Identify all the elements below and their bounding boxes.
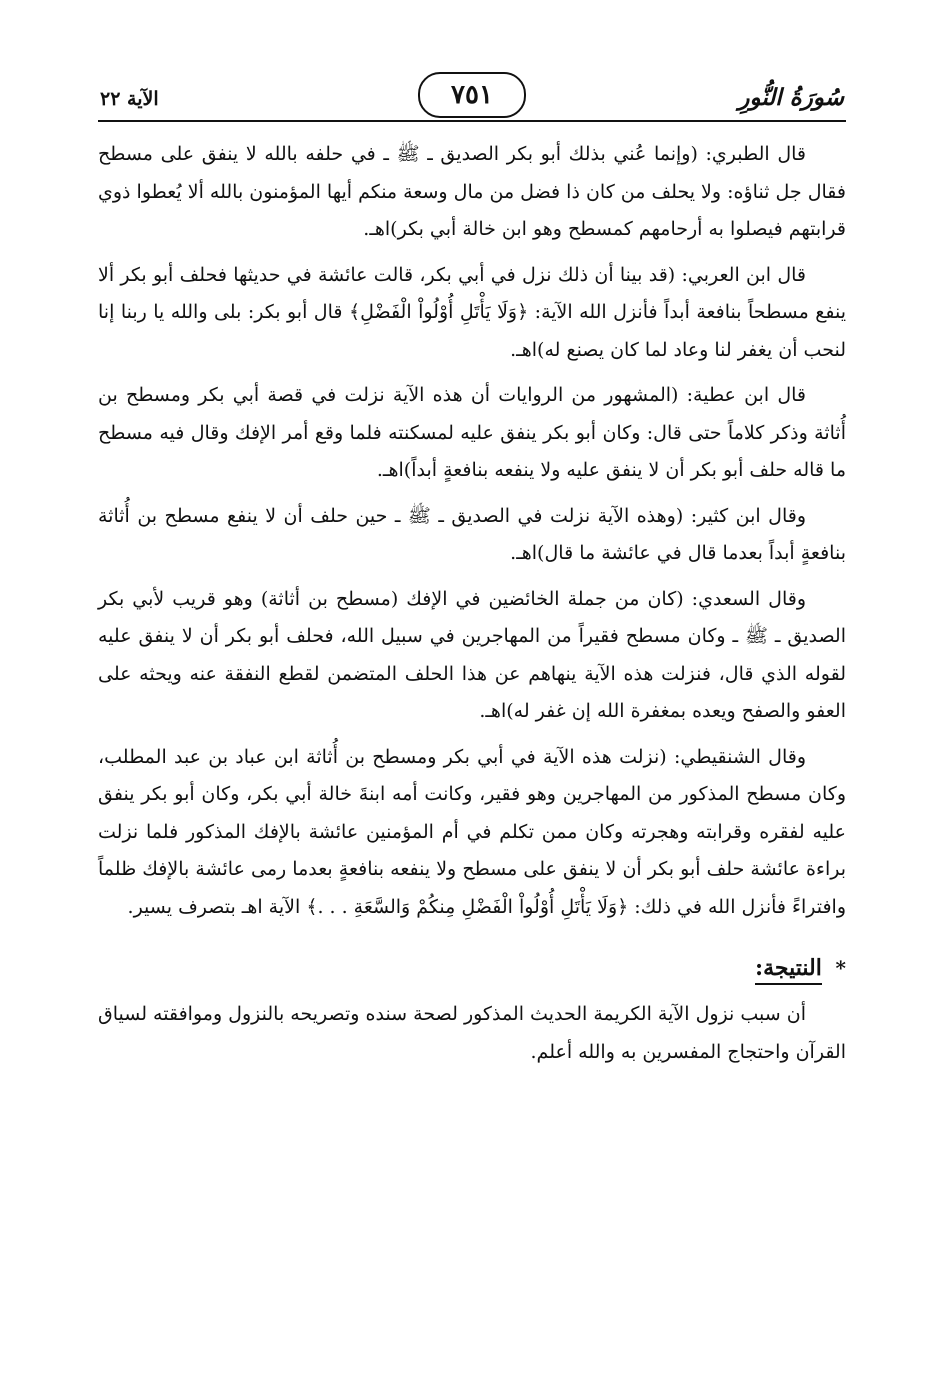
paragraph-ibn-kathir: وقال ابن كثير: (وهذه الآية نزلت في الصديق ـ ﷺ ـ حين حلف أن لا ينفع مسطح بن أُثاثة بنافعةٍ أبداً بعدما قال في عائشة ما قال)اهـ. bbox=[98, 504, 846, 564]
header-divider bbox=[98, 120, 846, 122]
ayah-label: الآية ٢٢ bbox=[100, 88, 159, 110]
paragraph-shanqiti: وقال الشنقيطي: (نزلت هذه الآية في أبي بكر ومسطح بن أُثاثة ابن عباد بن عبد المطلب، وكان مسطح المذكور من المهاجرين وهو فقير، وكانت أمه ابنةَ خالة أبي بكر، وكان أبو بكر ينفق عليه لفقره وقرابته وهجرته وكان ممن تكلم في أم المؤمنين عائشة بالإفك المذكور فلما نزلت براءة عائشة حلف أبو بكر أن لا ينفق على مسطح ولا ينفعه بنافعةٍ بعدما رمى عائشة بالإفك ظلماً وافتراءً فأنزل الله في ذلك: ﴿وَلَا يَأْتَلِ أُوْلُواْ الْفَضْلِ مِنكُمْ وَالسَّعَةِ . . .﴾ الآية اهـ بتصرف يسير. bbox=[98, 745, 846, 918]
page-content bbox=[98, 136, 846, 1071]
paragraph-ibn-alarabi: قال ابن العربي: (قد بينا أن ذلك نزل في أبي بكر، قالت عائشة في حديثها فحلف أبو بكر ألا ينفع مسطحاً بنافعة أبداً فأنزل الله الآية: ﴿وَلَا يَأْتَلِ أُوْلُواْ الْفَضْلِ﴾ قال أبو بكر: بلى والله يا ربنا إنا لنحب أن يغفر لنا وعاد لما كان يصنع له)اهـ. bbox=[98, 263, 846, 361]
result-title: النتيجة: bbox=[755, 955, 822, 985]
surah-title: سُورَةُ النُّورِ bbox=[738, 84, 844, 111]
paragraph-saadi: وقال السعدي: (كان من جملة الخائضين في الإفك (مسطح بن أثاثة) وهو قريب لأبي بكر الصديق ـ ﷺ ـ وكان مسطح فقيراً من المهاجرين في سبيل الله، فحلف أبو بكر أن لا ينفق عليه لقوله الذي قال، فنزلت هذه الآية ينهاهم عن هذا الحلف المتضمن لقطع النفقة عنه ويحثه على العفو والصفح ويعده بمغفرة الله إن غفر له)اهـ. bbox=[98, 587, 846, 722]
page-header bbox=[98, 70, 846, 122]
star-icon: * bbox=[835, 956, 846, 980]
result-paragraph: أن سبب نزول الآية الكريمة الحديث المذكور لصحة سنده وتصريحه بالنزول وموافقته لسياق القرآن واحتجاج المفسرين به والله أعلم. bbox=[98, 1003, 846, 1063]
paragraph-tabari: قال الطبري: (وإنما عُني بذلك أبو بكر الصديق ـ ﷺ ـ في حلفه بالله لا ينفق على مسطح فقال جل ثناؤه: ولا يحلف من كان ذا فضل من مال وسعة منكم أيها المؤمنون بالله ألا يُعطوا ذوي قرابتهم فيصلوا به أرحامهم كمسطح وهو ابن خالة أبي بكر)اهـ. bbox=[98, 143, 846, 240]
page-number-badge: ٧٥١ bbox=[418, 72, 526, 118]
result-heading bbox=[98, 952, 846, 984]
page bbox=[98, 70, 846, 1079]
paragraph-ibn-atiyya: قال ابن عطية: (المشهور من الروايات أن هذه الآية نزلت في قصة أبي بكر ومسطح بن أُثاثة وذكر كلاماً حتى قال: وكان أبو بكر ينفق عليه لمسكنته فلما وقع أمر الإفك وقال فيه مسطح ما قاله حلف أبو بكر أن لا ينفق عليه ولا ينفعه بنافعةٍ أبداً)اهـ. bbox=[98, 384, 846, 481]
